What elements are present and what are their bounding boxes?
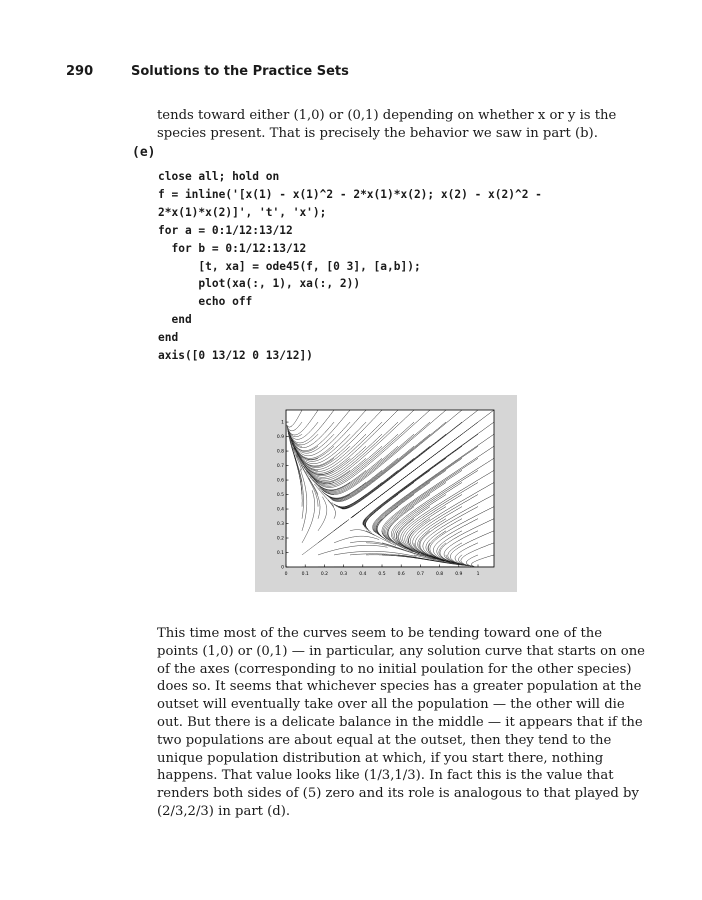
x-tick-label: 0.6: [397, 572, 405, 577]
x-tick-label: 0.7: [416, 572, 424, 577]
code-line: echo off: [158, 295, 253, 309]
y-tick-label: 0.2: [276, 536, 284, 542]
y-tick-label: 0.7: [276, 464, 284, 470]
page-number: 290: [66, 64, 94, 79]
code-line: plot(xa(:, 1), xa(:, 2)): [158, 277, 361, 291]
y-tick-label: 0.9: [276, 435, 284, 441]
code-line: 2*x(1)*x(2)]', 't', 'x');: [158, 205, 327, 219]
conclusion-paragraph: This time most of the curves seem to be tending toward one of the points (1,0) or (0,1) — in particular, any solution curve that starts on one of the axes (corresponding to no initial poulation for the other species) does so. It seems that whichever species has a greater population at the outset will eventually take over all the population — the other will die out. But there is a delicate balance in the middle — it appears that if the two populations are about equal at the outset, then they tend to the unique population distribution at which, if you start there, nothing happens. That value looks like (1/3,1/3). In fact this is the value that renders both sides of (5) zero and its role is analogous to that played by (2/3,2/3) in part (d).: [157, 626, 645, 819]
y-tick-label: 1: [281, 420, 284, 426]
y-tick-label: 0.3: [276, 522, 284, 528]
x-tick-label: 0.8: [436, 572, 444, 577]
x-tick-label: 0: [284, 572, 288, 577]
y-tick-label: 0.6: [276, 478, 284, 484]
part-label: (e): [132, 145, 156, 160]
running-title: Solutions to the Practice Sets: [131, 64, 349, 79]
code-line: close all; hold on: [158, 170, 280, 183]
x-tick-label: 0.2: [320, 572, 328, 577]
x-tick-label: 0.4: [359, 572, 367, 577]
y-tick-label: 0: [281, 565, 284, 571]
y-tick-label: 0.8: [276, 449, 284, 455]
intro-paragraph: tends toward either (1,0) or (0,1) depending on whether x or y is the species present. That is precisely the behavior we saw in part (b).: [157, 108, 617, 141]
x-tick-label: 0.9: [455, 572, 463, 577]
y-tick-label: 0.5: [276, 493, 284, 499]
x-tick-label: 0.5: [378, 572, 386, 577]
code-line: end: [158, 331, 179, 345]
phase-portrait-chart: [255, 395, 517, 592]
y-tick-label: 0.4: [276, 507, 284, 513]
code-line: f = inline('[x(1) - x(1)^2 - 2*x(1)*x(2); x(2) - x(2)^2 -: [158, 187, 542, 201]
y-tick-label: 0.1: [276, 551, 284, 557]
x-tick-label: 0.1: [301, 572, 309, 577]
phase-portrait-figure: [255, 395, 517, 592]
x-tick-label: 1: [476, 572, 480, 577]
x-tick-label: 0.3: [340, 572, 348, 577]
code-line: axis([0 13/12 0 13/12]): [158, 349, 313, 363]
code-block: [158, 168, 542, 365]
code-line: end: [158, 313, 192, 327]
code-line: [t, xa] = ode45(f, [0 3], [a,b]);: [158, 259, 421, 273]
code-line: for a = 0:1/12:13/12: [158, 223, 293, 237]
code-line: for b = 0:1/12:13/12: [158, 241, 307, 255]
